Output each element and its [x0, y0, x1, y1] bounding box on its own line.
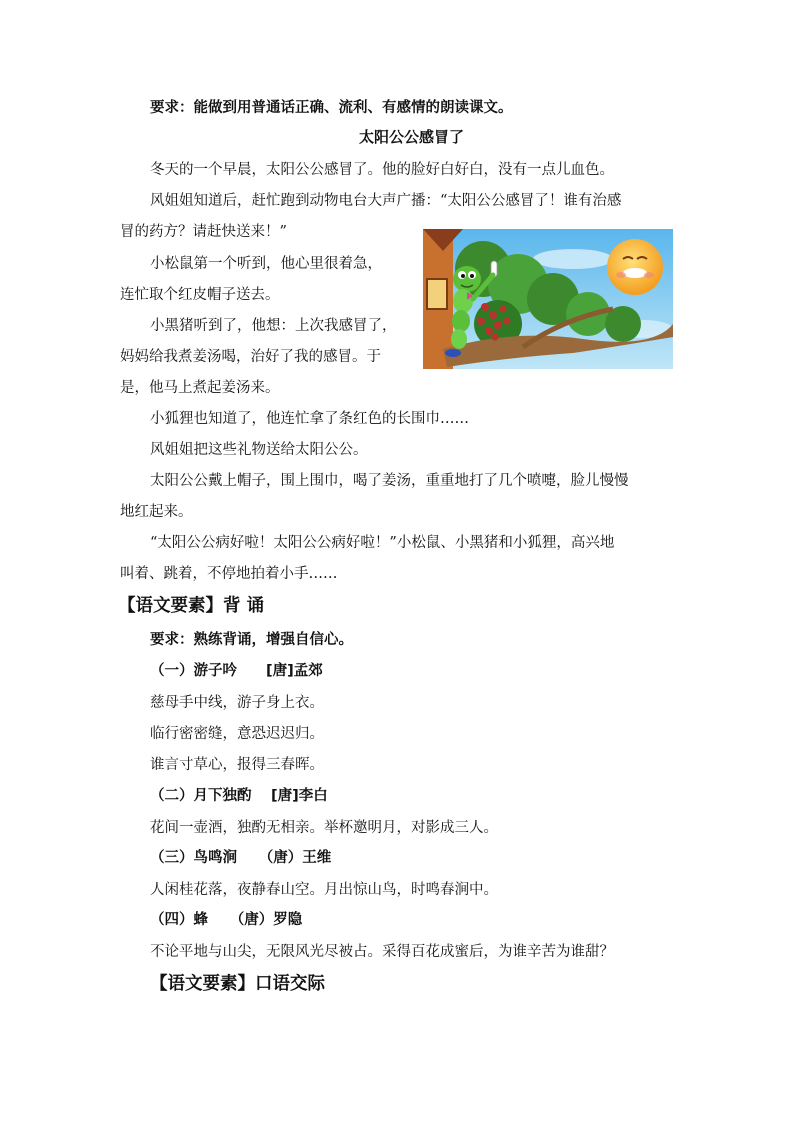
poem-line: 临行密密缝，意恐迟迟归。: [150, 726, 324, 742]
story-line: 风姐姐把这些礼物送给太阳公公。: [150, 442, 368, 458]
story-title: 太阳公公感冒了: [359, 128, 465, 146]
story-line: 冒的药方？请赶快送来！”: [120, 224, 287, 240]
poem-line: 慈母手中线，游子身上衣。: [150, 695, 324, 711]
story-line: 太阳公公戴上帽子，围上围巾，喝了姜汤，重重地打了几个喷嚏，脸儿慢慢: [150, 473, 629, 489]
poem-heading: （四）蜂 （唐）罗隐: [150, 912, 303, 928]
story-line: 妈妈给我煮姜汤喝，治好了我的感冒。于: [120, 349, 381, 365]
poem-heading: （三）鸟鸣涧 （唐）王维: [150, 850, 332, 866]
story-line: “太阳公公病好啦！太阳公公病好啦！”小松鼠、小黑猪和小狐狸，高兴地: [150, 535, 615, 551]
story-line: 小黑猪听到了，他想：上次我感冒了，: [150, 318, 397, 334]
story-line: 小狐狸也知道了，他连忙拿了条红色的长围巾……: [150, 411, 469, 427]
story-line: 风姐姐知道后，赶忙跑到动物电台大声广播：“太阳公公感冒了！谁有治感: [150, 193, 622, 209]
story-line: 地红起来。: [120, 504, 193, 520]
poem-line: 不论平地与山尖，无限风光尽被占。采得百花成蜜后，为谁辛苦为谁甜？: [150, 944, 614, 960]
reading-requirement: 要求：能做到用普通话正确、流利、有感情的朗读课文。: [150, 100, 513, 116]
section-heading-recite: 【语文要素】背 诵: [118, 596, 265, 616]
poem-line: 花间一壶酒，独酌无相亲。举杯邀明月，对影成三人。: [150, 820, 498, 836]
poem-line: 谁言寸草心，报得三春晖。: [150, 757, 324, 773]
story-line: 冬天的一个早晨，太阳公公感冒了。他的脸好白好白，没有一点儿血色。: [150, 162, 614, 178]
poem-heading: （二）月下独酌 [唐]李白: [150, 788, 328, 804]
story-line: 小松鼠第一个听到，他心里很着急，: [150, 256, 382, 272]
poem-line: 人闲桂花落，夜静春山空。月出惊山鸟，时鸣春涧中。: [150, 882, 498, 898]
poem-heading: （一）游子吟 [唐]孟郊: [150, 663, 323, 679]
caterpillar-and-sun-illustration: [423, 229, 673, 369]
recite-requirement: 要求：熟练背诵，增强自信心。: [150, 632, 353, 648]
story-line: 连忙取个红皮帽子送去。: [120, 287, 280, 303]
section-heading-oral: 【语文要素】口语交际: [150, 974, 325, 994]
story-line: 叫着、跳着，不停地拍着小手……: [120, 566, 338, 582]
story-line: 是，他马上煮起姜汤来。: [120, 380, 280, 396]
